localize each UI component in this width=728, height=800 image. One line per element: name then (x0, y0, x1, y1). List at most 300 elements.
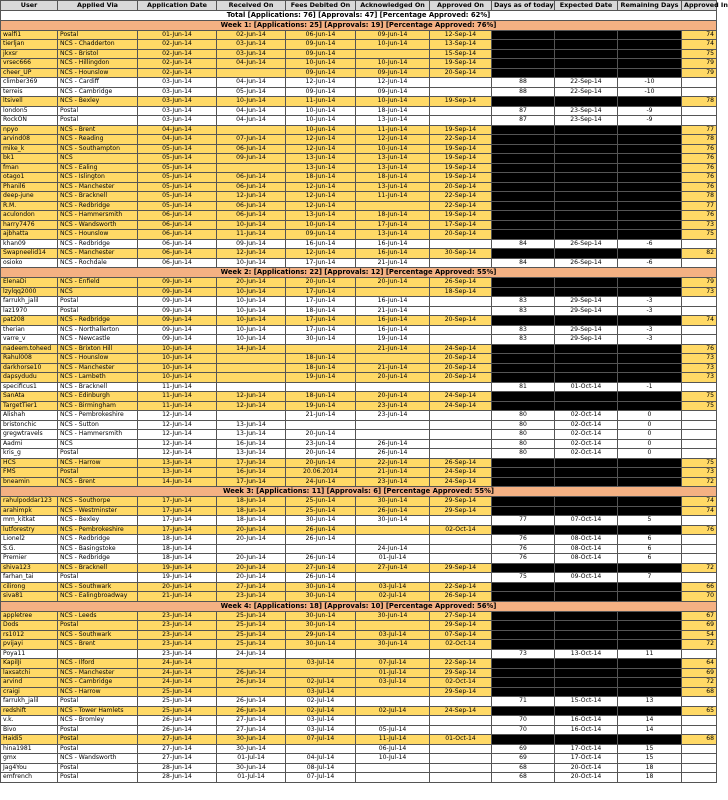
cell-days-as-of-today (492, 621, 555, 631)
cell-fees-debited-on: 26-Jun-14 (286, 554, 356, 564)
cell-application-date: 14-Jun-14 (138, 477, 217, 487)
cell-user: farrukh_jalil (1, 697, 58, 707)
cell-fees-debited-on: 20-Jun-14 (286, 449, 356, 459)
cell-received-on: 18-Jun-14 (217, 516, 286, 526)
cell-approved-on: 29-Sep-14 (430, 668, 492, 678)
table-row (1, 725, 717, 735)
cell-applied-via: NCS - Hounslow (58, 68, 138, 78)
cell-acknowledged-on (356, 716, 430, 726)
cell-application-date: 19-Jun-14 (138, 573, 217, 583)
cell-application-date: 12-Jun-14 (138, 449, 217, 459)
cell-acknowledged-on: 09-Jun-14 (356, 68, 430, 78)
cell-acknowledged-on (356, 573, 430, 583)
cell-user: HCS (1, 458, 58, 468)
cell-fees-debited-on: 09-Jun-14 (286, 230, 356, 240)
cell-days-as-of-today: 80 (492, 449, 555, 459)
cell-user: fman (1, 163, 58, 173)
cell-user: dapsydudu (1, 373, 58, 383)
cell-expected-date (555, 316, 618, 326)
cell-remaining-days (618, 192, 682, 202)
cell-remaining-days (618, 611, 682, 621)
cell-user: deep-june (1, 192, 58, 202)
cell-days-as-of-today: 73 (492, 649, 555, 659)
cell-received-on (217, 659, 286, 669)
cell-expected-date (555, 68, 618, 78)
cell-acknowledged-on: 30-Jun-14 (356, 640, 430, 650)
cell-acknowledged-on: 20-Jun-14 (356, 278, 430, 288)
cell-application-date: 19-Jun-14 (138, 563, 217, 573)
cell-fees-debited-on (286, 544, 356, 554)
table-row (1, 287, 717, 297)
cell-acknowledged-on: 22-Jun-14 (356, 458, 430, 468)
cell-applied-via: NCS - Redbridge (58, 554, 138, 564)
cell-approved-on: 19-Sep-14 (430, 144, 492, 154)
cell-approved-in (682, 649, 717, 659)
cell-received-on: 13-Jun-14 (217, 449, 286, 459)
cell-user: laxsatchi (1, 668, 58, 678)
cell-approved-in (682, 725, 717, 735)
cell-fees-debited-on: 10-Jun-14 (286, 59, 356, 69)
cell-application-date: 17-Jun-14 (138, 525, 217, 535)
cell-expected-date (555, 144, 618, 154)
cell-fees-debited-on: 18-Jun-14 (286, 363, 356, 373)
cell-approved-in: 73 (682, 354, 717, 364)
cell-approved-in: 74 (682, 506, 717, 516)
cell-application-date: 23-Jun-14 (138, 630, 217, 640)
cell-received-on: 13-Jun-14 (217, 420, 286, 430)
cell-expected-date (555, 477, 618, 487)
header-row (1, 1, 717, 11)
cell-approved-on (430, 87, 492, 97)
cell-approved-in: 77 (682, 125, 717, 135)
cell-days-as-of-today: 70 (492, 716, 555, 726)
cell-received-on: 12-Jun-14 (217, 192, 286, 202)
cell-user: otago1 (1, 173, 58, 183)
cell-user: Aadmi (1, 439, 58, 449)
cell-approved-in (682, 306, 717, 316)
cell-remaining-days (618, 630, 682, 640)
cell-days-as-of-today (492, 201, 555, 211)
cell-approved-on: 19-Sep-14 (430, 163, 492, 173)
cell-fees-debited-on (286, 344, 356, 354)
cell-days-as-of-today: 69 (492, 744, 555, 754)
cell-application-date: 04-Jun-14 (138, 125, 217, 135)
cell-acknowledged-on: 20-Jun-14 (356, 373, 430, 383)
cell-user: arahimpk (1, 506, 58, 516)
cell-applied-via: NCS - Manchester (58, 249, 138, 259)
cell-applied-via: NCS - Brent (58, 640, 138, 650)
cell-acknowledged-on: 02-Jul-14 (356, 706, 430, 716)
cell-approved-on: 17-Sep-14 (430, 220, 492, 230)
table-row (1, 592, 717, 602)
cell-user: specificus1 (1, 382, 58, 392)
cell-approved-on: 02-Oct-14 (430, 525, 492, 535)
cell-application-date: 12-Jun-14 (138, 420, 217, 430)
table-row (1, 278, 717, 288)
cell-received-on: 10-Jun-14 (217, 306, 286, 316)
cell-approved-in: 72 (682, 477, 717, 487)
cell-approved-in: 79 (682, 68, 717, 78)
cell-fees-debited-on: 07-Jul-14 (286, 735, 356, 745)
cell-application-date: 10-Jun-14 (138, 363, 217, 373)
cell-application-date: 06-Jun-14 (138, 249, 217, 259)
cell-fees-debited-on (286, 744, 356, 754)
cell-approved-in (682, 258, 717, 268)
cell-acknowledged-on: 13-Jun-14 (356, 154, 430, 164)
cell-application-date: 17-Jun-14 (138, 497, 217, 507)
cell-expected-date: 02-Oct-14 (555, 449, 618, 459)
cell-user: ajbhatta (1, 230, 58, 240)
cell-fees-debited-on: 12-Jun-14 (286, 135, 356, 145)
cell-approved-in (682, 773, 717, 783)
cell-days-as-of-today (492, 630, 555, 640)
cell-acknowledged-on: 16-Jun-14 (356, 297, 430, 307)
table-row (1, 49, 717, 59)
cell-approved-in (682, 430, 717, 440)
cell-received-on (217, 544, 286, 554)
cell-approved-in: 75 (682, 392, 717, 402)
cell-days-as-of-today (492, 144, 555, 154)
cell-approved-in: 69 (682, 621, 717, 631)
cell-days-as-of-today (492, 154, 555, 164)
cell-remaining-days: 15 (618, 744, 682, 754)
cell-fees-debited-on: 24-Jun-14 (286, 477, 356, 487)
cell-application-date: 01-Jun-14 (138, 30, 217, 40)
col-header-approved-on: Approved On (430, 1, 492, 11)
cell-fees-debited-on: 03-Jul-14 (286, 725, 356, 735)
cell-acknowledged-on: 10-Jun-14 (356, 59, 430, 69)
cell-received-on: 18-Jun-14 (217, 497, 286, 507)
cell-received-on: 11-Jun-14 (217, 230, 286, 240)
cell-user: kris_g (1, 449, 58, 459)
cell-applied-via: NCS (58, 154, 138, 164)
cell-application-date: 20-Jun-14 (138, 582, 217, 592)
cell-application-date: 10-Jun-14 (138, 354, 217, 364)
col-header-remaining-days: Remaining Days (618, 1, 682, 11)
cell-days-as-of-today (492, 640, 555, 650)
cell-applied-via: NCS - Redbridge (58, 201, 138, 211)
cell-user: hina1981 (1, 744, 58, 754)
cell-fees-debited-on: 20.06.2014 (286, 468, 356, 478)
cell-expected-date (555, 458, 618, 468)
week-header-row (1, 20, 717, 30)
cell-remaining-days: -6 (618, 258, 682, 268)
cell-user: mm_kitkat (1, 516, 58, 526)
cell-acknowledged-on (356, 649, 430, 659)
cell-remaining-days: 0 (618, 420, 682, 430)
cell-application-date: 21-Jun-14 (138, 592, 217, 602)
cell-application-date: 23-Jun-14 (138, 640, 217, 650)
cell-days-as-of-today: 88 (492, 78, 555, 88)
cell-received-on: 27-Jun-14 (217, 716, 286, 726)
cell-expected-date (555, 497, 618, 507)
cell-days-as-of-today (492, 192, 555, 202)
cell-approved-in: 78 (682, 135, 717, 145)
cell-fees-debited-on: 17-Jun-14 (286, 325, 356, 335)
cell-acknowledged-on (356, 763, 430, 773)
cell-acknowledged-on: 10-Jul-14 (356, 754, 430, 764)
table-row (1, 411, 717, 421)
cell-acknowledged-on: 12-Jun-14 (356, 78, 430, 88)
cell-days-as-of-today (492, 363, 555, 373)
cell-application-date: 09-Jun-14 (138, 335, 217, 345)
cell-remaining-days: 5 (618, 516, 682, 526)
cell-days-as-of-today (492, 678, 555, 688)
cell-remaining-days (618, 154, 682, 164)
cell-acknowledged-on: 07-Jul-14 (356, 659, 430, 669)
cell-approved-on: 15-Sep-14 (430, 49, 492, 59)
table-row (1, 173, 717, 183)
col-header-application-date: Application Date (138, 1, 217, 11)
cell-days-as-of-today: 68 (492, 773, 555, 783)
cell-application-date: 11-Jun-14 (138, 392, 217, 402)
cell-user: Jag4You (1, 763, 58, 773)
cell-approved-in (682, 763, 717, 773)
cell-application-date: 18-Jun-14 (138, 544, 217, 554)
cell-applied-via: NCS - Pembrokeshire (58, 411, 138, 421)
cell-remaining-days (618, 668, 682, 678)
cell-application-date: 06-Jun-14 (138, 220, 217, 230)
cell-received-on: 25-Jun-14 (217, 621, 286, 631)
cell-approved-on (430, 516, 492, 526)
cell-expected-date (555, 49, 618, 59)
cell-approved-in (682, 106, 717, 116)
cell-user: shiva123 (1, 563, 58, 573)
cell-user: varre_v (1, 335, 58, 345)
cell-expected-date (555, 611, 618, 621)
cell-remaining-days (618, 468, 682, 478)
cell-remaining-days: 7 (618, 573, 682, 583)
table-row (1, 706, 717, 716)
cell-received-on (217, 125, 286, 135)
table-row (1, 516, 717, 526)
cell-days-as-of-today (492, 525, 555, 535)
cell-user: gmx (1, 754, 58, 764)
total-summary-row (1, 10, 717, 20)
cell-approved-in (682, 87, 717, 97)
cell-expected-date (555, 592, 618, 602)
cell-acknowledged-on: 16-Jun-14 (356, 249, 430, 259)
table-row (1, 630, 717, 640)
week-summary: Week 2: [Applications: 22] [Approvals: 12] [Percentage Approved: 55%] (1, 268, 717, 278)
cell-fees-debited-on: 02-Jul-14 (286, 697, 356, 707)
cell-received-on: 05-Jun-14 (217, 87, 286, 97)
cell-received-on: 26-Jun-14 (217, 668, 286, 678)
cell-received-on: 04-Jun-14 (217, 59, 286, 69)
cell-received-on: 01-Jul-14 (217, 754, 286, 764)
cell-remaining-days (618, 735, 682, 745)
cell-remaining-days (618, 525, 682, 535)
cell-remaining-days (618, 706, 682, 716)
cell-application-date: 13-Jun-14 (138, 468, 217, 478)
table-row (1, 773, 717, 783)
cell-acknowledged-on: 01-Jul-14 (356, 554, 430, 564)
table-row (1, 535, 717, 545)
cell-expected-date: 29-Sep-14 (555, 297, 618, 307)
cell-fees-debited-on: 11-Jun-14 (286, 97, 356, 107)
cell-applied-via: NCS - Sutton (58, 420, 138, 430)
cell-approved-in: 73 (682, 373, 717, 383)
cell-acknowledged-on (356, 287, 430, 297)
cell-days-as-of-today: 83 (492, 297, 555, 307)
week-summary: Week 1: [Applications: 25] [Approvals: 19] [Percentage Approved: 76%] (1, 20, 717, 30)
cell-application-date: 28-Jun-14 (138, 763, 217, 773)
cell-acknowledged-on: 09-Jun-14 (356, 87, 430, 97)
cell-approved-in: 77 (682, 201, 717, 211)
cell-remaining-days: 18 (618, 773, 682, 783)
cell-remaining-days (618, 497, 682, 507)
table-row (1, 116, 717, 126)
cell-approved-on (430, 535, 492, 545)
cell-approved-on: 29-Sep-14 (430, 687, 492, 697)
cell-fees-debited-on: 21-Jun-14 (286, 411, 356, 421)
cell-received-on: 10-Jun-14 (217, 258, 286, 268)
cell-remaining-days: 6 (618, 544, 682, 554)
cell-fees-debited-on: 17-Jun-14 (286, 297, 356, 307)
cell-remaining-days: 0 (618, 411, 682, 421)
cell-application-date: 11-Jun-14 (138, 401, 217, 411)
cell-acknowledged-on: 27-Jun-14 (356, 563, 430, 573)
cell-days-as-of-today (492, 477, 555, 487)
cell-approved-on: 20-Sep-14 (430, 363, 492, 373)
cell-applied-via: Postal (58, 468, 138, 478)
cell-approved-in (682, 544, 717, 554)
cell-applied-via: NCS - Southampton (58, 144, 138, 154)
cell-expected-date: 23-Sep-14 (555, 116, 618, 126)
cell-fees-debited-on: 25-Jun-14 (286, 506, 356, 516)
table-row (1, 640, 717, 650)
col-header-days-as-of-today: Days as of today (492, 1, 555, 11)
cell-remaining-days (618, 125, 682, 135)
cell-approved-on (430, 116, 492, 126)
cell-days-as-of-today (492, 316, 555, 326)
cell-approved-on (430, 306, 492, 316)
week-header-row (1, 268, 717, 278)
cell-expected-date: 29-Sep-14 (555, 306, 618, 316)
cell-applied-via: NCS - Bracknell (58, 563, 138, 573)
cell-acknowledged-on: 30-Jun-14 (356, 516, 430, 526)
table-row (1, 354, 717, 364)
cell-expected-date (555, 125, 618, 135)
cell-approved-on: 24-Sep-14 (430, 401, 492, 411)
cell-approved-on: 20-Sep-14 (430, 316, 492, 326)
cell-expected-date: 09-Oct-14 (555, 573, 618, 583)
cell-user: cheer_UP (1, 68, 58, 78)
cell-acknowledged-on: 10-Jun-14 (356, 144, 430, 154)
table-row (1, 344, 717, 354)
cell-remaining-days: 0 (618, 430, 682, 440)
cell-expected-date: 29-Sep-14 (555, 325, 618, 335)
cell-expected-date (555, 621, 618, 631)
cell-acknowledged-on (356, 535, 430, 545)
cell-received-on: 20-Jun-14 (217, 535, 286, 545)
cell-fees-debited-on: 10-Jun-14 (286, 125, 356, 135)
cell-received-on: 14-Jun-14 (217, 344, 286, 354)
cell-approved-on: 20-Sep-14 (430, 354, 492, 364)
table-row (1, 659, 717, 669)
table-row (1, 239, 717, 249)
cell-remaining-days (618, 621, 682, 631)
cell-remaining-days (618, 506, 682, 516)
cell-fees-debited-on: 10-Jun-14 (286, 220, 356, 230)
cell-approved-on (430, 763, 492, 773)
cell-fees-debited-on: 09-Jun-14 (286, 68, 356, 78)
cell-fees-debited-on: 18-Jun-14 (286, 392, 356, 402)
cell-received-on: 12-Jun-14 (217, 249, 286, 259)
cell-user: darkhorse10 (1, 363, 58, 373)
cell-user: bneamin (1, 477, 58, 487)
cell-user: npyo (1, 125, 58, 135)
cell-application-date: 02-Jun-14 (138, 68, 217, 78)
cell-applied-via: NCS - Wandsworth (58, 754, 138, 764)
cell-fees-debited-on: 17-Jun-14 (286, 287, 356, 297)
cell-user: rahulpoddar123 (1, 497, 58, 507)
cell-received-on: 10-Jun-14 (217, 297, 286, 307)
cell-user: Bivo (1, 725, 58, 735)
cell-approved-in (682, 573, 717, 583)
cell-applied-via: NCS - Hounslow (58, 354, 138, 364)
cell-expected-date (555, 278, 618, 288)
cell-received-on: 04-Jun-14 (217, 78, 286, 88)
cell-received-on: 13-Jun-14 (217, 430, 286, 440)
cell-expected-date (555, 30, 618, 40)
cell-application-date: 02-Jun-14 (138, 49, 217, 59)
cell-approved-on: 29-Sep-14 (430, 506, 492, 516)
table-row (1, 211, 717, 221)
cell-received-on: 09-Jun-14 (217, 154, 286, 164)
cell-application-date: 17-Jun-14 (138, 506, 217, 516)
cell-approved-on (430, 335, 492, 345)
cell-approved-in: 73 (682, 363, 717, 373)
cell-acknowledged-on: 16-Jun-14 (356, 325, 430, 335)
cell-approved-in: 73 (682, 220, 717, 230)
cell-days-as-of-today (492, 458, 555, 468)
cell-received-on: 30-Jun-14 (217, 744, 286, 754)
cell-remaining-days: -10 (618, 87, 682, 97)
cell-approved-on: 24-Sep-14 (430, 392, 492, 402)
cell-approved-in (682, 697, 717, 707)
cell-days-as-of-today (492, 706, 555, 716)
cell-applied-via: NCS - Hammersmith (58, 430, 138, 440)
cell-days-as-of-today (492, 373, 555, 383)
cell-acknowledged-on (356, 687, 430, 697)
cell-fees-debited-on: 26-Jun-14 (286, 573, 356, 583)
cell-fees-debited-on: 13-Jun-14 (286, 163, 356, 173)
cell-approved-on (430, 297, 492, 307)
cell-days-as-of-today: 80 (492, 430, 555, 440)
cell-user: mike_k (1, 144, 58, 154)
cell-expected-date (555, 706, 618, 716)
cell-applied-via: NCS - Reading (58, 135, 138, 145)
cell-applied-via: NCS - Redbridge (58, 316, 138, 326)
cell-acknowledged-on (356, 354, 430, 364)
cell-days-as-of-today: 83 (492, 335, 555, 345)
cell-acknowledged-on: 18-Jun-14 (356, 106, 430, 116)
cell-received-on: 26-Jun-14 (217, 697, 286, 707)
cell-user: Swapneelid14 (1, 249, 58, 259)
cell-received-on: 20-Jun-14 (217, 278, 286, 288)
cell-user: ltsivell (1, 97, 58, 107)
cell-remaining-days (618, 249, 682, 259)
table-row (1, 621, 717, 631)
cell-fees-debited-on: 27-Jun-14 (286, 563, 356, 573)
cell-approved-in: 75 (682, 49, 717, 59)
cell-received-on (217, 411, 286, 421)
cell-received-on: 09-Jun-14 (217, 239, 286, 249)
cell-application-date: 03-Jun-14 (138, 87, 217, 97)
cell-application-date: 09-Jun-14 (138, 297, 217, 307)
table-row (1, 563, 717, 573)
